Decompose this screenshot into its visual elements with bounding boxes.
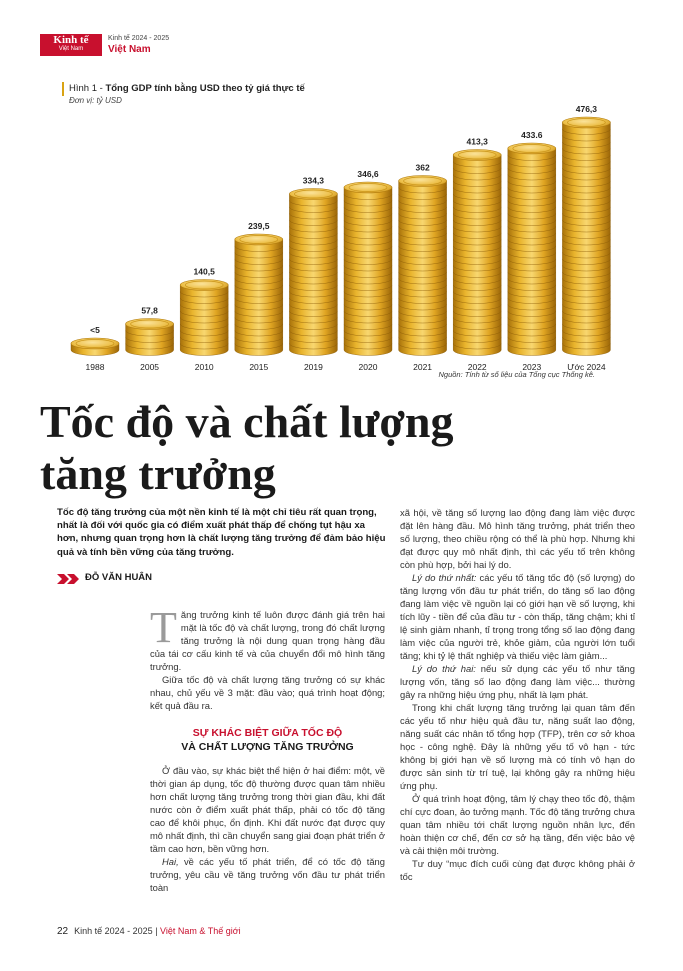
paragraph-8: Trong khi chất lượng tăng trưởng lại quan tâm đến các yếu tố như hiệu quả đầu tư, năng suất lao động, năng suất các nhân tố tổng hợp (TFP), trên cơ sở khoa học - công nghệ. Đây là những yếu tố vô hạn - tức không bị giới hạn về số lượng mà có tính vô hạn do được sản sinh từ trí tuệ, lại không gây ra những hiệu ứng phụ.: [400, 702, 635, 791]
value-label: <5: [90, 325, 100, 335]
coin-stack-2022: [453, 150, 501, 356]
coin-stack-2005: [126, 319, 174, 356]
paragraph-6-text: các yếu tố tăng tốc độ (số lượng) do tăng lượng vốn đầu tư phát triển, do tăng số lao động đang làm việc về nguồn lại có giới hạn về số lượng, khi tích lũy - tiền để của đầu tư - còn thấp, tăng chậm; khi tỉ lệ sinh giảm nhanh, tỉ trọng trong tổng số lao động đang làm việc của người trẻ, khỏe giảm, của người lớn tuổi tăng; khi tỷ lệ thất nghiệp và thiếu việc làm giảm...: [400, 572, 635, 661]
value-label: 57,8: [141, 305, 158, 316]
article-column-right: [400, 506, 635, 883]
paragraph-4: [150, 855, 385, 894]
paragraph-5: xã hội, về tăng số lượng lao động đang làm việc được đặt lên hàng đầu. Mô hình tăng trưởng, phát triển theo số lượng, theo chiều rộng có thể là phù hợp. Nhưng khi đạt được quy mô nhất định, thì các yếu tố trên không còn phù hợp, bởi hai lý do.: [400, 507, 635, 570]
coin-stack-2023: [508, 143, 556, 356]
x-tick-label: 2010: [194, 362, 214, 372]
x-tick-label: 2022: [467, 362, 487, 372]
paragraph-6-lead: Lý do thứ nhất:: [412, 572, 477, 583]
section-heading-line2: VÀ CHẤT LƯỢNG TĂNG TRƯỞNG: [181, 741, 354, 753]
x-tick-label: 2023: [522, 362, 542, 372]
paragraph-7-lead: Lý do thứ hai:: [412, 663, 476, 674]
masthead-country: Việt Nam: [108, 44, 151, 55]
logo-line2: Việt Nam: [58, 46, 84, 52]
coin-stack-ước-2024: [562, 117, 610, 356]
headline-line2: tăng trưởng: [40, 448, 276, 499]
value-label: 239,5: [248, 221, 270, 231]
paragraph-3: Ở đầu vào, sự khác biệt thể hiện ở hai điểm: một, về thời gian áp dụng, tốc độ thường được quan tâm nhiều hơn chất lượng tăng trưởng trong thời gian đầu, khi đất nước còn ở điểm xuất phát thấp, phải có tốc độ tăng cao để khôi phục, ổn định. Khi đất nước đạt được quy mô nhất định, thì cần chuyển sang giai đoạn phát triển ở tầm cao hơn, bền vững hơn.: [150, 765, 385, 854]
article-lead: Tốc độ tăng trưởng của một nền kinh tế là một chỉ tiêu rất quan trọng, nhất là đối với quốc gia có điểm xuất phát thấp để chống tụt hậu xa hơn, nhưng quan trọng hơn là chất lượng tăng trưởng để đảm bảo hiệu quả và tính bền vững của tăng trưởng.: [57, 507, 386, 558]
article-column-left: [150, 603, 385, 894]
paragraph-1: [150, 603, 385, 673]
publication-logo: [40, 34, 102, 56]
logo-line1: Kinh tế: [53, 34, 89, 46]
value-label: 413,3: [466, 136, 488, 147]
section-heading-line1: SỰ KHÁC BIỆT GIỮA TỐC ĐỘ: [192, 727, 343, 739]
footer-issue: Kinh tế 2024 - 2025: [74, 926, 153, 936]
masthead-issue: Kinh tế 2024 - 2025: [108, 35, 170, 42]
author-name: ĐỖ VĂN HUÂN: [85, 572, 153, 583]
x-tick-label: 2005: [140, 362, 160, 372]
headline-line1: Tốc độ và chất lượng: [40, 396, 454, 447]
paragraph-7-text: nếu sử dụng các yếu tố như tăng lượng vốn, tăng số lao động đang làm việc... thường gây ra những hiệu ứng phụ, nhất là lạm phát.: [400, 663, 635, 700]
coin-stack-2010: [180, 280, 228, 356]
chart-title-main: Tổng GDP tính bằng USD theo tỷ giá thực tế: [105, 83, 305, 94]
value-label: 346,6: [357, 169, 379, 179]
section-heading: [150, 726, 385, 754]
footer-brand: Việt Nam & Thế giới: [160, 926, 241, 936]
value-label: 334,3: [302, 175, 325, 186]
paragraph-6: [400, 571, 635, 662]
page-number: 22: [57, 926, 69, 937]
x-tick-label: 1988: [85, 362, 105, 372]
paragraph-9: Ở quá trình hoạt động, tâm lý chạy theo tốc độ, thậm chí cực đoan, ảo tưởng mạnh. Tốc độ tăng trưởng chưa quan tâm nhiều tới chất lượng nguồn nhân lực, đến hoàn thiện cơ chế, đến cơ sở hạ tầng, đến việc bảo vệ và cải thiện môi trường.: [400, 793, 635, 856]
paragraph-4-text: về các yếu tố phát triển, để có tốc độ tăng trưởng, yêu cầu về tăng trưởng vốn đầu tư phát triển toàn: [150, 856, 385, 893]
x-tick-label: 2019: [303, 362, 323, 372]
paragraph-10: Tư duy “mục đích cuối cùng đạt được không phải ở tốc: [400, 858, 635, 882]
article-headline: [40, 396, 640, 500]
double-arrow-icon: [57, 574, 81, 584]
paragraph-2: Giữa tốc độ và chất lượng tăng trưởng có sự khác nhau, chủ yếu về 3 mặt: đầu vào; quá trình hoạt động; kết quả đầu ra.: [150, 674, 385, 711]
chart-source: Nguồn: Tính từ số liệu của Tổng cục Thống kê.: [438, 370, 595, 379]
coin-stack-chart: [62, 82, 622, 382]
chart-unit: Đơn vị: tỷ USD: [69, 96, 122, 105]
value-label: 362: [415, 162, 430, 173]
x-tick-label: 2020: [358, 362, 378, 372]
x-tick-label: 2015: [249, 362, 269, 372]
coin-stack-2015: [235, 234, 283, 356]
coin-stack-1988: [71, 338, 119, 356]
paragraph-4-lead: Hai,: [162, 856, 179, 867]
paragraph-1-text: ăng trưởng kinh tế luôn được đánh giá trên hai mặt là tốc độ và chất lượng, trong đó chất lượng tăng trưởng là nội dung quan trọng hàng đầu của tái cơ cấu kinh tế và của chuyển đổi mô hình tăng trưởng.: [150, 609, 385, 672]
drop-cap: T: [150, 603, 177, 652]
x-tick-label: 2021: [413, 362, 433, 372]
coin-stack-2019: [289, 189, 337, 356]
x-tick-label: Ước 2024: [567, 362, 606, 372]
value-label: 140,5: [193, 266, 215, 277]
gdp-chart: [62, 82, 622, 392]
coin-stack-2021: [399, 176, 447, 356]
value-label: 433.6: [521, 130, 543, 140]
footer-separator: |: [152, 926, 161, 936]
chart-title-prefix: Hình 1 -: [69, 83, 106, 94]
value-label: 476,3: [575, 104, 598, 114]
page-footer: [57, 926, 241, 937]
paragraph-7: [400, 662, 635, 701]
coin-stack-2020: [344, 182, 392, 356]
